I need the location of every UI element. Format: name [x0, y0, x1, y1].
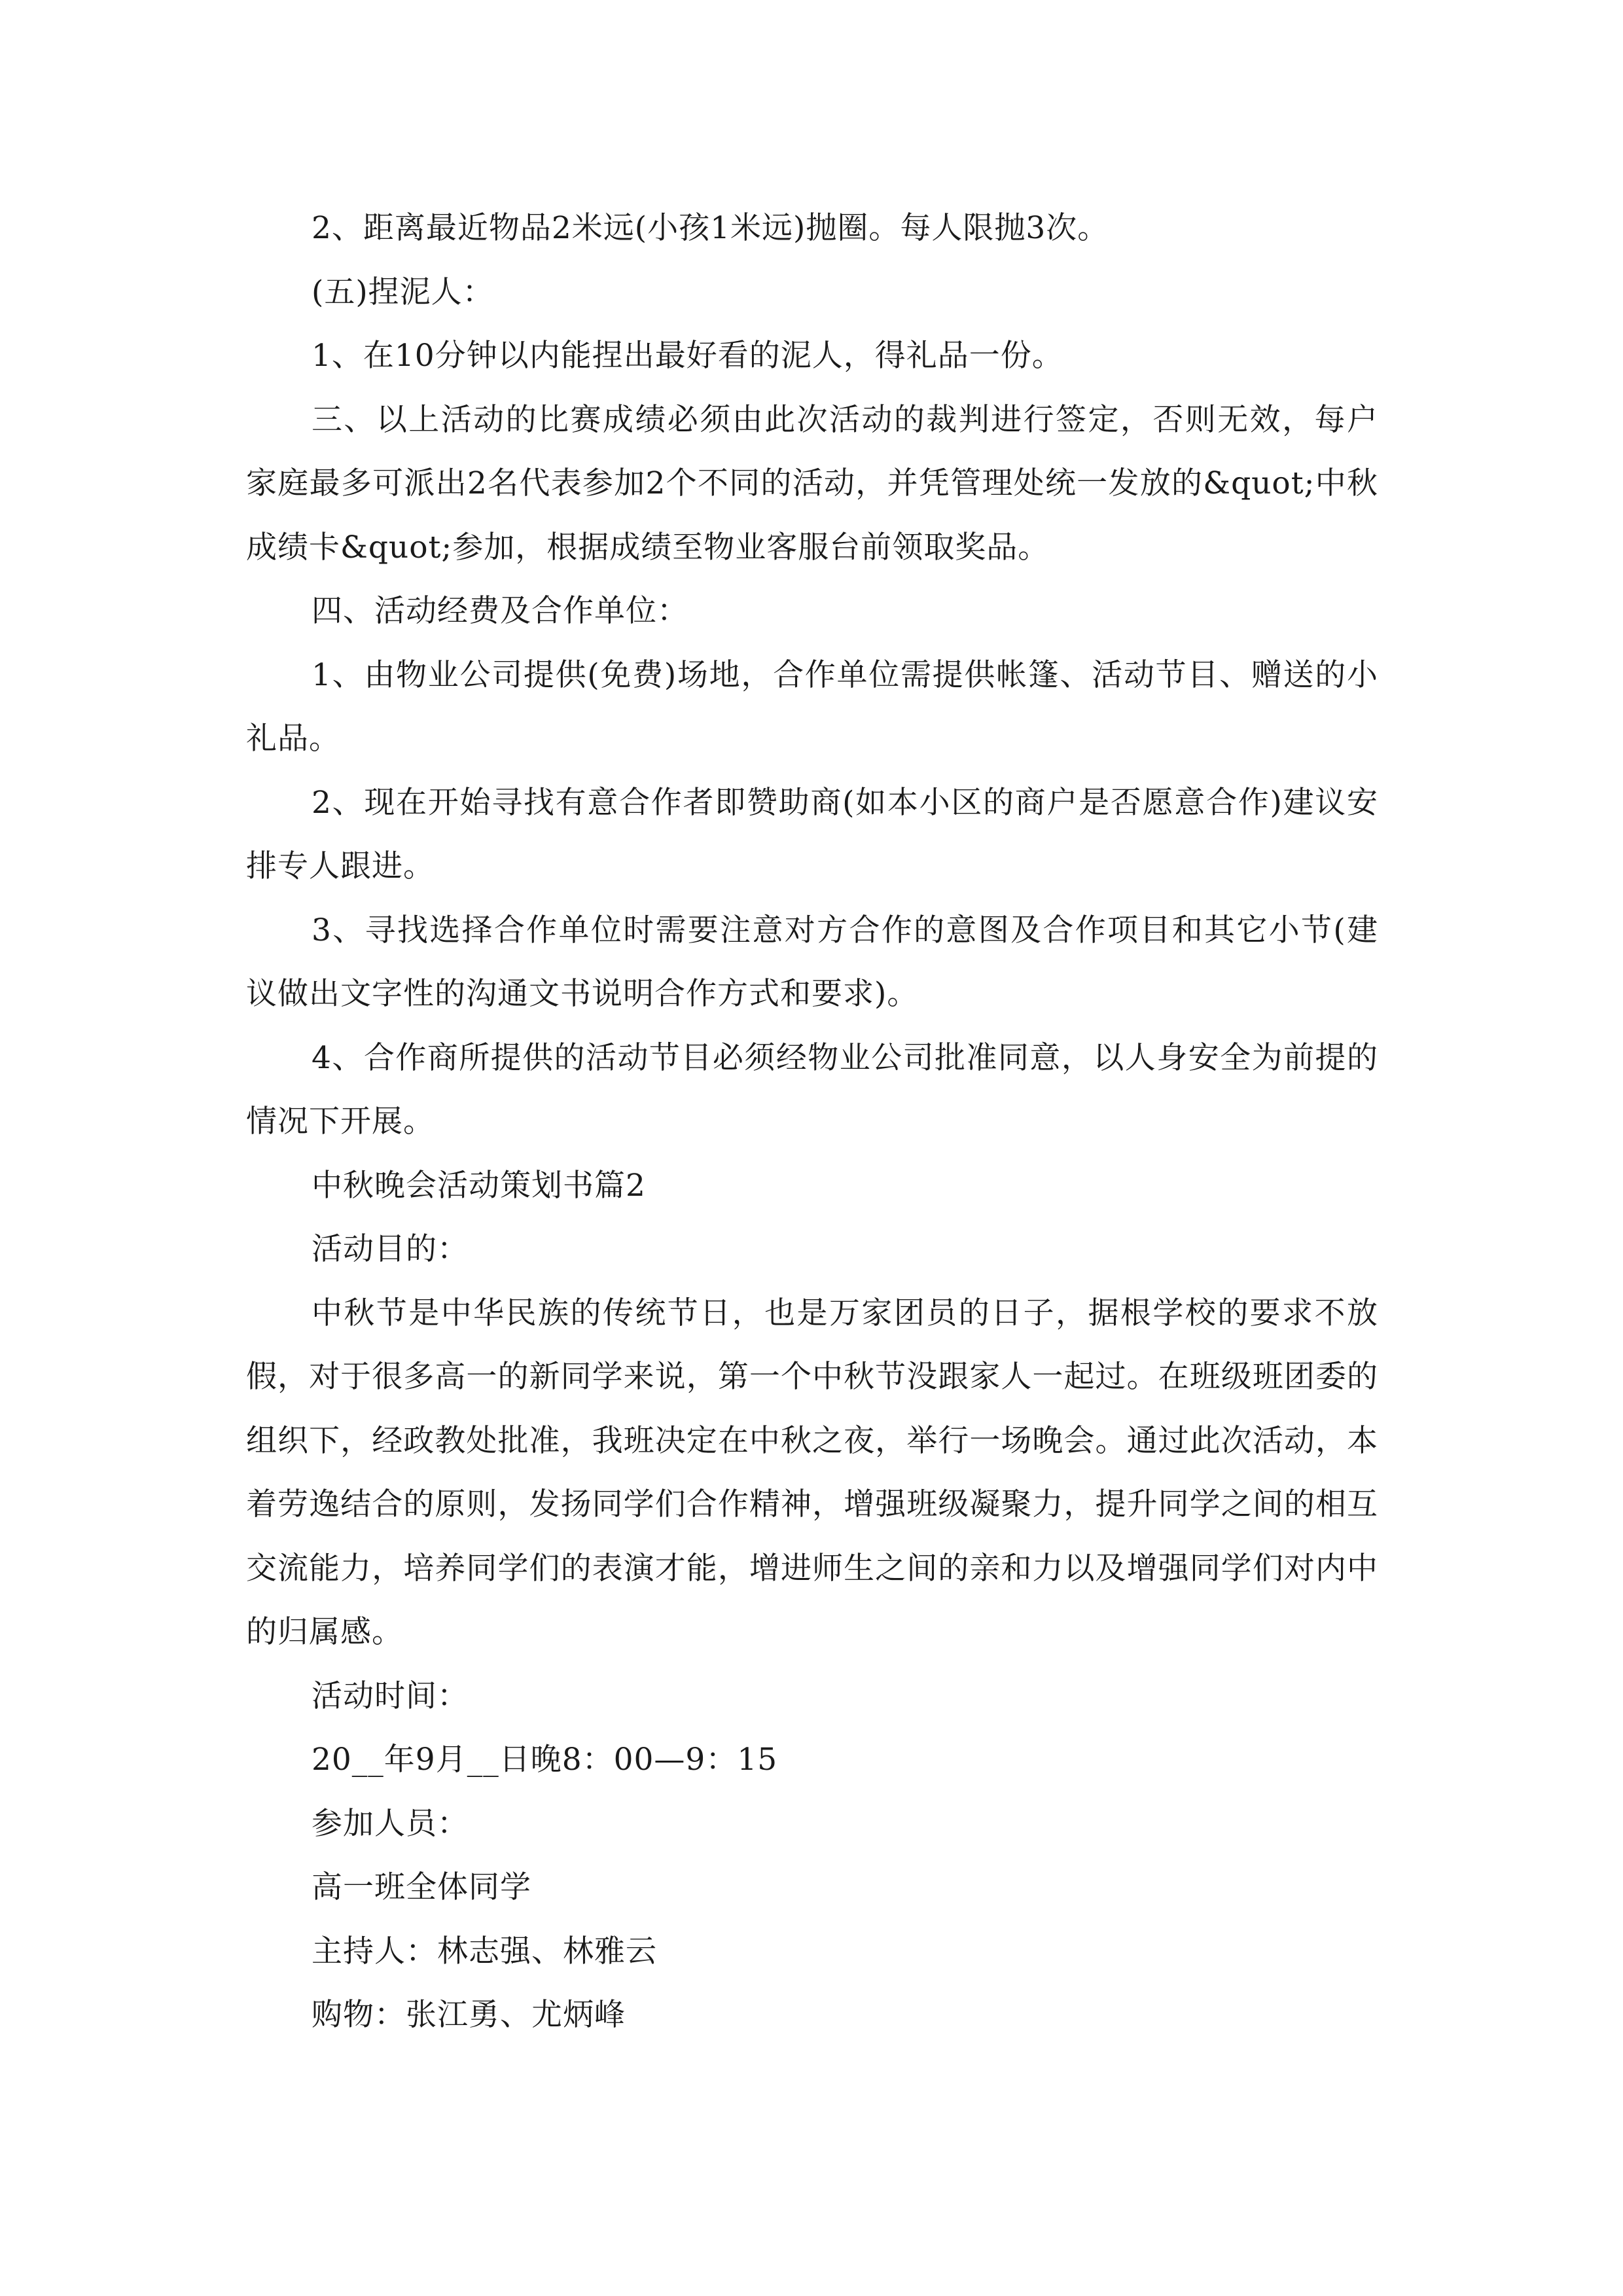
section-title-plan-2: 中秋晚会活动策划书篇2 [312, 1167, 646, 1204]
paragraph-clay-rule: 1、在10分钟以内能捏出最好看的泥人，得礼品一份。 [312, 338, 1063, 374]
heading-activity-time: 活动时间： [312, 1677, 469, 1714]
document-body [246, 196, 1378, 2047]
heading-participants: 参加人员： [312, 1805, 469, 1842]
heading-funding-partners: 四、活动经费及合作单位： [312, 593, 688, 629]
paragraph-scoring-rules: 三、以上活动的比赛成绩必须由此次活动的裁判进行签定，否则无效，每户家庭最多可派出2名代表参加2个不同的活动，并凭管理处统一发放的&quot;中秋成绩卡&quot;参加，根据成绩至物业客服台前领取奖品。 [246, 401, 1378, 565]
paragraph-activity-purpose: 中秋节是中华民族的传统节日，也是万家团员的日子，据根学校的要求不放假，对于很多高一的新同学来说，第一个中秋节没跟家人一起过。在班级班团委的组织下，经政教处批准，我班决定在中秋之夜，举行一场晚会。通过此次活动，本着劳逸结合的原则，发扬同学们合作精神，增强班级凝聚力，提升同学之间的相互交流能力，培养同学们的表演才能，增进师生之间的亲和力以及增强同学们对内中的归属感。 [246, 1295, 1378, 1650]
paragraph-shopping: 购物：张江勇、尤炳峰 [312, 1997, 626, 2033]
heading-activity-purpose: 活动目的： [312, 1231, 469, 1267]
paragraph-funding-3: 3、寻找选择合作单位时需要注意对方合作的意图及合作项目和其它小节(建议做出文字性的沟通文书说明合作方式和要求)。 [246, 912, 1378, 1012]
paragraph-participants: 高一班全体同学 [312, 1869, 531, 1905]
paragraph-ring-toss-rule: 2、距离最近物品2米远(小孩1米远)抛圈。每人限抛3次。 [312, 210, 1109, 246]
paragraph-funding-2: 2、现在开始寻找有意合作者即赞助商(如本小区的商户是否愿意合作)建议安排专人跟进。 [246, 784, 1378, 884]
paragraph-activity-time: 20__年9月__日晚8：00—9：15 [312, 1742, 778, 1778]
paragraph-funding-1: 1、由物业公司提供(免费)场地，合作单位需提供帐篷、活动节目、赠送的小礼品。 [246, 656, 1378, 757]
heading-clay-figures: (五)捏泥人： [312, 274, 494, 310]
paragraph-hosts: 主持人：林志强、林雅云 [312, 1933, 657, 1969]
paragraph-funding-4: 4、合作商所提供的活动节目必须经物业公司批准同意，以人身安全为前提的情况下开展。 [246, 1039, 1378, 1139]
